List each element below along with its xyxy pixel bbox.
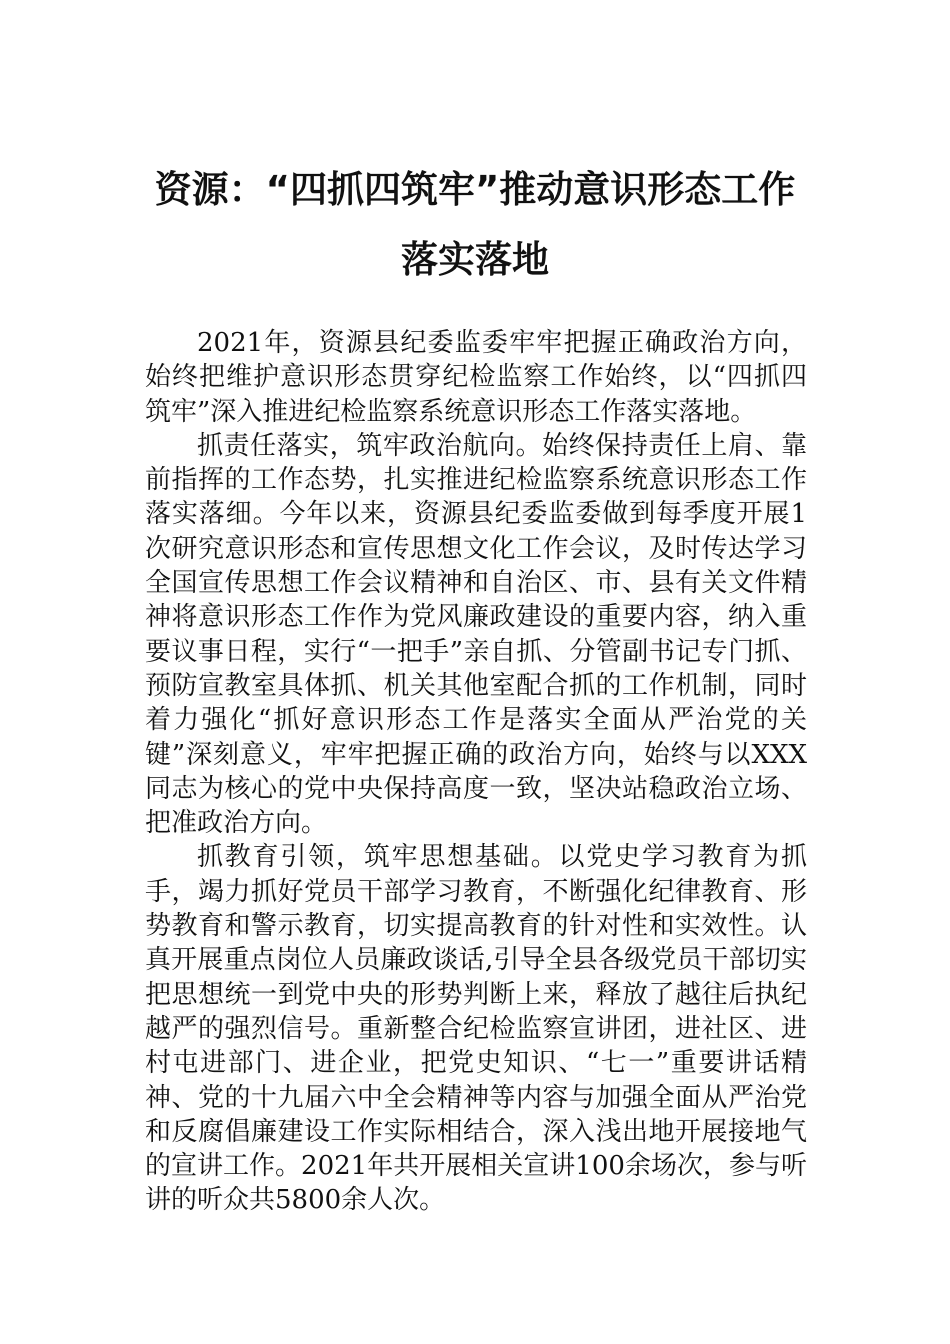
document-title-line-1: 资源：“四抓四筑牢”推动意识形态工作	[154, 168, 796, 211]
document-body	[145, 326, 807, 1218]
document-title-line-2: 落实落地	[401, 238, 549, 281]
paragraph-education: 抓教育引领，筑牢思想基础。以党史学习教育为抓手，竭力抓好党员干部学习教育，不断强化纪律教育、形势教育和警示教育，切实提高教育的针对性和实效性。认真开展重点岗位人员廉政谈话,引导全县各级党员干部切实把思想统一到党中央的形势判断上来，释放了越往后执纪越严的强烈信号。重新整合纪检监察宣讲团，进社区、进村屯进部门、进企业，把党史知识、“七一”重要讲话精神、党的十九届六中全会精神等内容与加强全面从严治党和反腐倡廉建设工作实际相结合，深入浅出地开展接地气的宣讲工作。2021年共开展相关宣讲100余场次，参与听讲的听众共5800余人次。	[145, 842, 807, 1216]
paragraph-responsibility: 抓责任落实，筑牢政治航向。始终保持责任上肩、靠前指挥的工作态势，扎实推进纪检监察系统意识形态工作落实落细。今年以来，资源县纪委监委做到每季度开展1次研究意识形态和宣传思想文化工作会议，及时传达学习全国宣传思想工作会议精神和自治区、市、县有关文件精神将意识形态工作作为党风廉政建设的重要内容，纳入重要议事日程，实行“一把手”亲自抓、分管副书记专门抓、预防宣教室具体抓、机关其他室配合抓的工作机制，同时着力强化“抓好意识形态工作是落实全面从严治党的关键”深刻意义，牢牢把握正确的政治方向，始终与以XXX同志为核心的党中央保持高度一致，坚决站稳政治立场、把准政治方向。	[145, 430, 807, 839]
paragraph-intro: 2021年，资源县纪委监委牢牢把握正确政治方向，始终把维护意识形态贯穿纪检监察工作始终，以“四抓四筑牢”深入推进纪检监察系统意识形态工作落实落地。	[145, 328, 807, 427]
